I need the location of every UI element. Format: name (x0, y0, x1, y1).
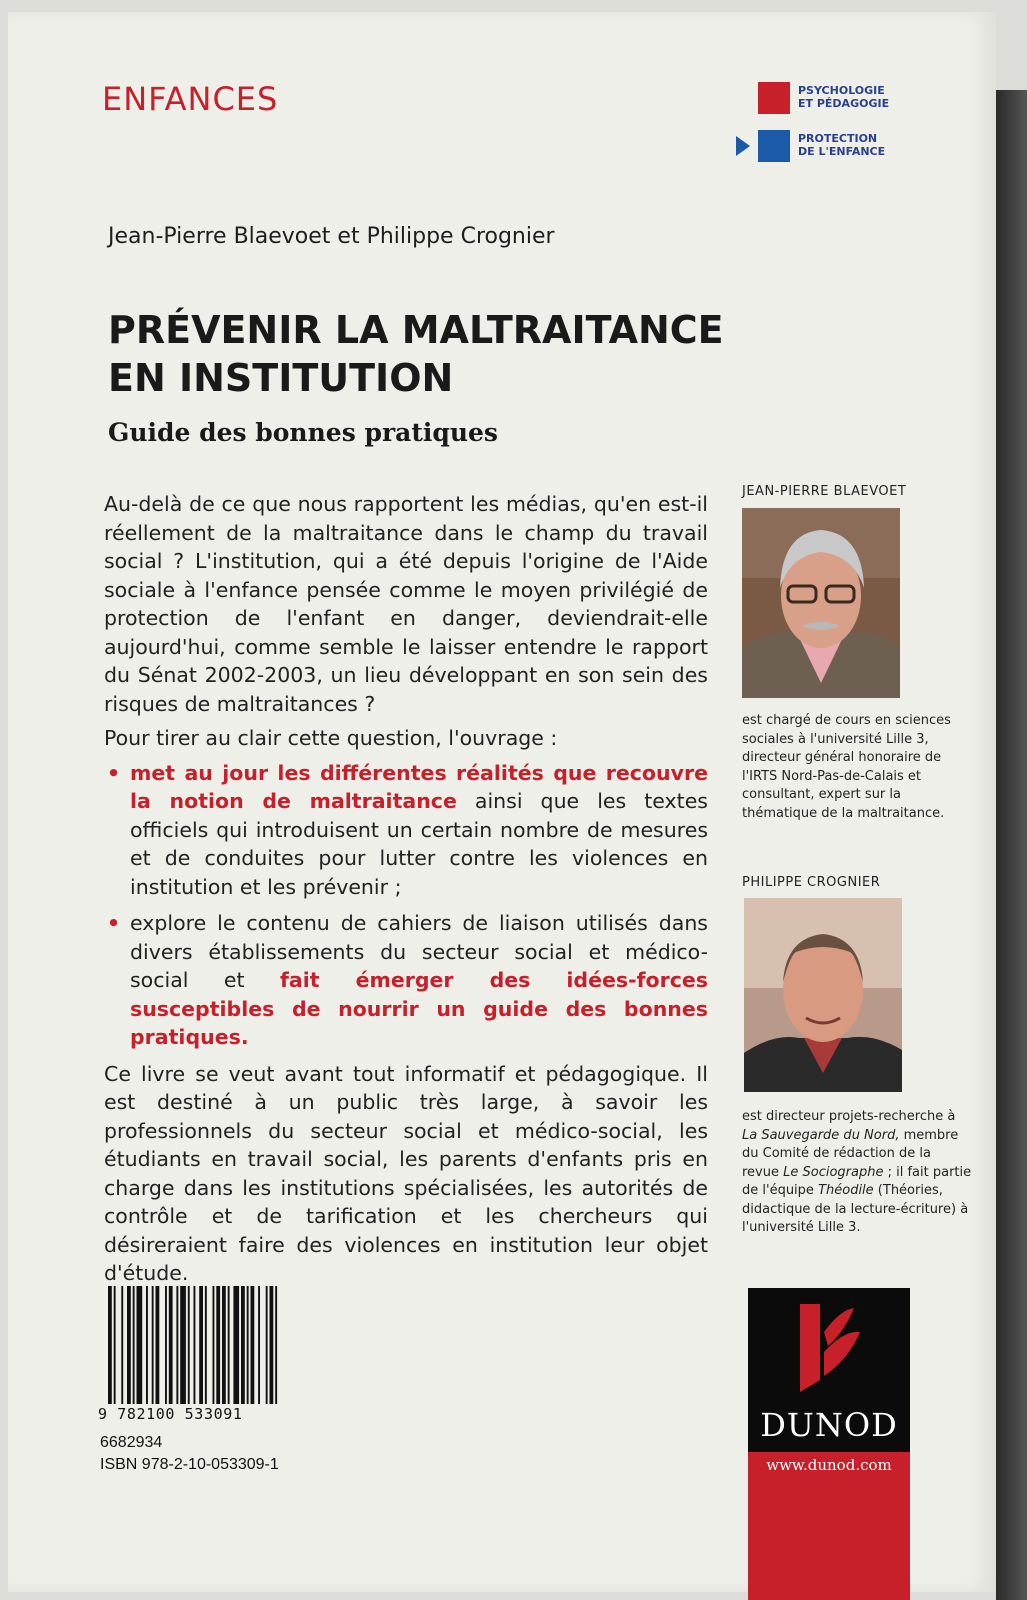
barcode-bar (165, 1286, 167, 1404)
bio-1-name: JEAN-PIERRE BLAEVOET (742, 484, 907, 499)
product-code: 6682934 (100, 1434, 163, 1451)
bio-2-text (742, 1108, 972, 1238)
book-subtitle: Guide des bonnes pratiques (108, 418, 499, 447)
barcode (104, 1286, 284, 1422)
collection-psychologie (734, 82, 914, 124)
barcode-bar (114, 1286, 116, 1404)
barcode-bar (233, 1286, 239, 1404)
book-title (108, 306, 724, 402)
bullet-1-emphasis: met au jour les différentes réalités que recouvre la notion de maltraitance (130, 760, 708, 813)
blurb-paragraph-1: Au-delà de ce que nous rapportent les médias, qu'en est-il réellement de la maltraitance dans le champ du travail social ? L'institution, qui a été depuis l'origine de l'Aide sociale à l'enfance pensée comme le moyen privilégié de protection de l'enfant en danger, deviendrait-elle aujourd'hui, comme semble le laisser entendre le rapport du Sénat 2002-2003, un lieu développant en son sein des risques de maltraitances ? (104, 492, 708, 716)
barcode-bar (205, 1286, 207, 1404)
barcode-bar (241, 1286, 245, 1404)
author-photo-blaevoet (742, 508, 900, 698)
barcode-bar (108, 1286, 112, 1404)
title-line-1: PRÉVENIR LA MALTRAITANCE (108, 308, 724, 352)
collection-protection (734, 130, 914, 172)
barcode-bars (104, 1286, 284, 1406)
bullet-item (104, 909, 708, 1052)
barcode-bar (216, 1286, 220, 1404)
barcode-bar (194, 1286, 196, 1404)
collection-legend (734, 82, 914, 178)
barcode-bar (180, 1286, 186, 1404)
barcode-bar (176, 1286, 178, 1404)
publisher-url: www.dunod.com (766, 1456, 892, 1474)
blurb-paragraph-2: Pour tirer au clair cette question, l'ouvrage : (104, 726, 558, 750)
author-photo-crognier (744, 898, 902, 1092)
publisher-name: DUNOD (760, 1406, 898, 1444)
blurb (104, 490, 708, 1294)
bullet-2-emphasis: fait émerger des idées-forces susceptibles de nourrir un guide des bonnes pratiques. (130, 968, 708, 1049)
barcode-bar (146, 1286, 148, 1404)
bio-2-italic: Théodile (818, 1183, 874, 1198)
bio-2-text-part: membre du Comité de rédaction de la revue (742, 1127, 959, 1180)
bio-2-text-part: ; il fait partie de l'équipe (742, 1164, 972, 1198)
barcode-bar (199, 1286, 203, 1404)
bullet-1-text: ainsi que les textes officiels qui introduisent un certain nombre de mesures et de conduites pour lutter contre les violences en institution et les prévenir ; (130, 789, 708, 899)
barcode-bar (247, 1286, 249, 1404)
bullet-icon: • (107, 760, 121, 785)
publisher-logo (748, 1288, 910, 1600)
barcode-bar (188, 1286, 190, 1404)
barcode-bar (156, 1286, 160, 1404)
barcode-bar (266, 1286, 268, 1404)
triangle-right-icon (736, 136, 750, 156)
bullet-2-text: explore le contenu de cahiers de liaison utilisés dans divers établissements du secteur social et médico-social et (130, 911, 708, 992)
barcode-bar (270, 1286, 274, 1404)
collection-label: PROTECTION DE L'ENFANCE (798, 132, 886, 158)
barcode-bar (258, 1286, 260, 1404)
dunod-flame-icon (794, 1302, 864, 1394)
cover-edge-shadow (996, 90, 1027, 1600)
barcode-bar (222, 1286, 226, 1404)
red-square-icon (758, 82, 790, 114)
barcode-bar (275, 1286, 277, 1404)
bio-2-italic: Le Sociographe (783, 1164, 884, 1180)
bio-2-italic: La Sauvegarde du Nord, (742, 1127, 900, 1143)
barcode-bar (121, 1286, 123, 1404)
barcode-bar (213, 1286, 215, 1404)
bio-2-text-part: est directeur projets-recherche à (742, 1109, 956, 1124)
series-title: ENFANCES (102, 80, 279, 118)
publisher-url-band (748, 1452, 910, 1600)
barcode-digits: 9 782100 533091 (98, 1405, 243, 1423)
bio-2-text-part: (Théories, didactique de la lecture-écriture) à l'université Lille 3. (742, 1183, 969, 1235)
barcode-bar (133, 1286, 135, 1404)
blurb-paragraph-3: Ce livre se veut avant tout informatif et pédagogique. Il est destiné à un public très large, à savoir les professionnels du secteur social et médico-social, les étudiants en travail social, les parents d'enfants pris en charge dans les institutions spécialisées, les autorités de contrôle et de tarification et les chercheurs qui désireraient faire des violences en institution leur objet d'étude. (104, 1061, 708, 1285)
bullet-item (104, 759, 708, 902)
isbn: ISBN 978-2-10-053309-1 (100, 1456, 279, 1473)
barcode-bar (228, 1286, 230, 1404)
collection-label: PSYCHOLOGIE ET PÉDAGOGIE (798, 84, 890, 110)
bio-1-text: est chargé de cours en sciences sociales à l'université Lille 3, directeur général honoraire de l'IRTS Nord-Pas-de-Calais et consultant, expert sur la thématique de la maltraitance. (742, 713, 951, 821)
barcode-bar (127, 1286, 131, 1404)
bio-2-name: PHILIPPE CROGNIER (742, 875, 881, 890)
barcode-bar (137, 1286, 143, 1404)
authors: Jean-Pierre Blaevoet et Philippe Crognier (108, 224, 555, 249)
title-line-2: EN INSTITUTION (108, 356, 454, 400)
barcode-bar (169, 1286, 173, 1404)
barcode-bar (152, 1286, 154, 1404)
blue-square-icon (758, 130, 790, 162)
barcode-bar (251, 1286, 255, 1404)
bullet-icon: • (107, 911, 121, 935)
